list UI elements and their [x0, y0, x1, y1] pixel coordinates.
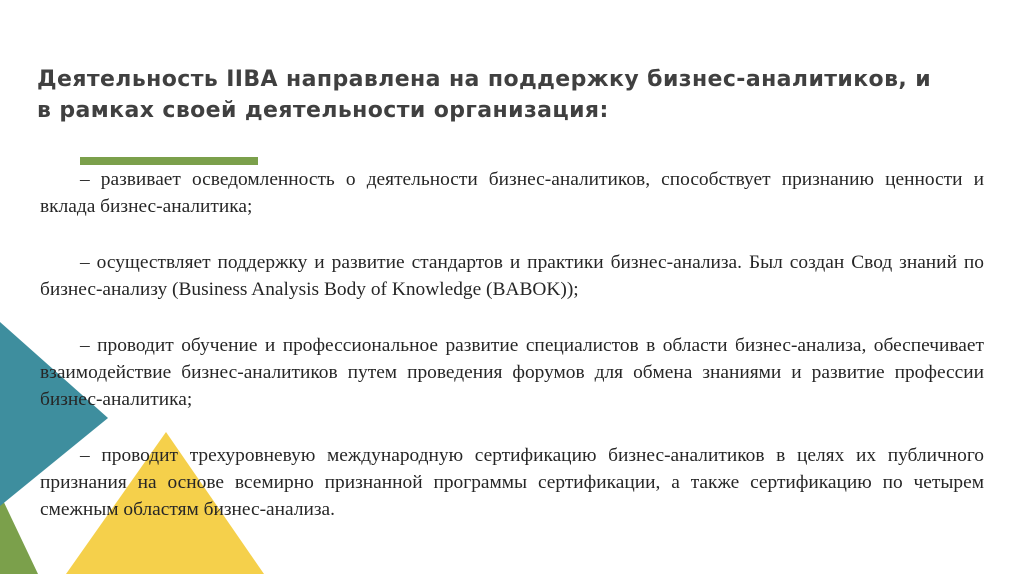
bullet-item: – проводит обучение и профессиональное развитие специалистов в области бизнес-анализа, обеспечивает взаимодействие бизнес-аналитиков путем проведения форумов для обмена знаниями и развитие профессии бизнес-аналитика; — [40, 335, 984, 410]
bullet-list — [40, 166, 984, 523]
bullet-item: – проводит трехуровневую международную сертификацию бизнес-аналитиков в целях их публичного признания на основе всемирно признанной программы сертификации, а также сертификацию по четырем смежным областям бизнес-анализа. — [40, 445, 984, 520]
bullet-item: – развивает осведомленность о деятельности бизнес-аналитиков, способствует признанию ценности и вклада бизнес-аналитика; — [40, 169, 984, 217]
title-underline-bar — [80, 157, 258, 165]
bullet-item: – осуществляет поддержку и развитие стандартов и практики бизнес-анализа. Был создан Свод знаний по бизнес-анализу (Business Analysis Body of Knowledge (BABOK)); — [40, 252, 984, 300]
green-triangle — [0, 494, 38, 574]
slide-title: Деятельность IIBA направлена на поддержку бизнес-аналитиков, и в рамках своей деятельности организация: — [37, 67, 932, 123]
